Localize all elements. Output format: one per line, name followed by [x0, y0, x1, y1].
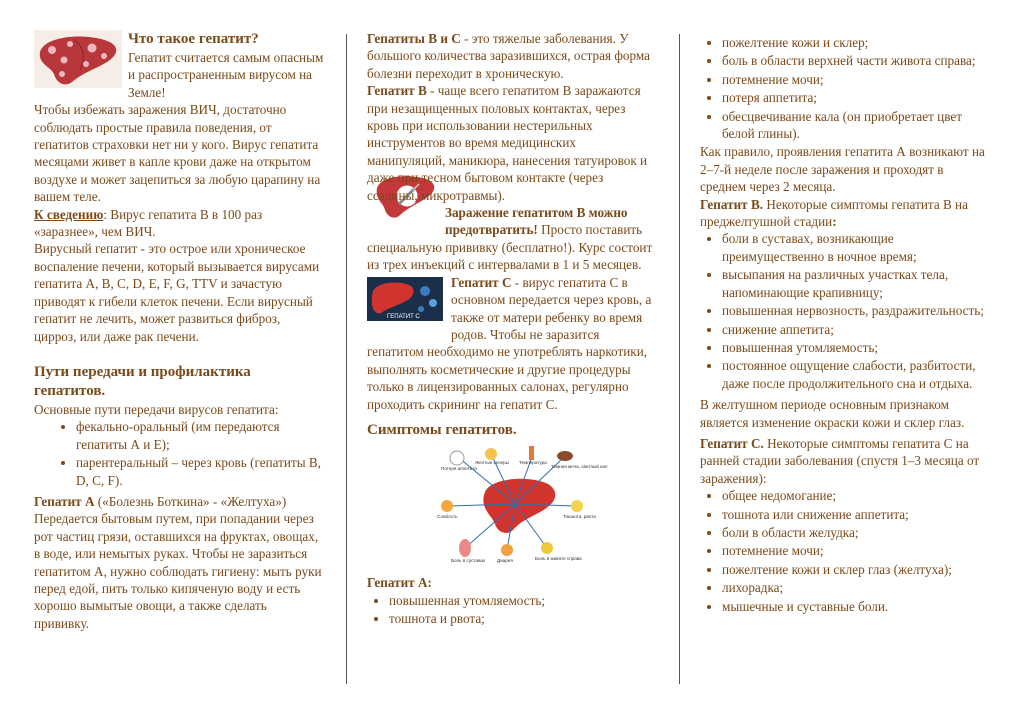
diagram-label-temp: Температура	[519, 459, 547, 465]
hepatitis-a-symptoms-title: Гепатит А:	[367, 575, 432, 591]
list-item: • высыпания на различных участках тела, напоминающие крапивницу;	[722, 266, 990, 301]
paragraph-hiv-prevention: Чтобы избежать заражения ВИЧ, достаточно соблюдать простые правила поведения, от гепатитов страховки нет ни у кого. Вирус гепатита месяцами живет в капле крови даже на открытом воздухе и может зацепиться за любую царапину на вашем теле.	[34, 102, 321, 205]
transmission-list	[34, 418, 324, 489]
hepatitis-a-timing: Как правило, проявления гепатита А возникают на 2–7-й неделе после заражения и проходят в среднем через 2 месяца.	[700, 144, 985, 195]
list-item: • снижение аппетита;	[722, 321, 990, 338]
fyi-paragraph	[34, 206, 324, 241]
section-title-what-is-hepatitis: Что такое гепатит?	[128, 31, 259, 47]
diagram-label-joints: Боль в суставах	[451, 557, 486, 563]
diagram-label-urine: Темная моча, светлый кал	[551, 463, 608, 469]
hepatitis-a-label: Гепатит А	[34, 493, 95, 509]
column-3	[700, 30, 990, 684]
hepatitis-a-text: («Болезнь Боткина» - «Желтуха») Передается бытовым путем, при попадании через рот частиц грязи, оставшихся на фруктах, овощах, в воде, или немытых руках. Чтобы не заразиться гепатитом А, нужно соблюдать гигиену: мыть руки перед едой, пить только кипяченую воду и есть хорошо вымытые овощи, а также сделать прививку.	[34, 493, 322, 631]
list-item: • потемнение мочи;	[722, 542, 990, 559]
hepatitis-c-symptoms-label: Гепатит С.	[700, 435, 764, 451]
list-item: • повышенная утомляемость;	[722, 339, 990, 356]
hepatitis-c-symptoms-intro	[700, 435, 990, 487]
hepatitis-b-paragraph	[367, 82, 657, 204]
hepatitis-bc-text: - это тяжелые заболевания. У большого количества заразившихся, острая форма болезни переходит в хроническую.	[367, 31, 650, 81]
hepatitis-b-text: - чаще всего гепатитом В заражаются при незащищенных половых контактах, через кровь при использовании нестерильных инструментов во время медицинских манипуляций, маникюра, нанесения татуировок и даже при тесном бытовом контакте (через ссадины, микротравмы).	[367, 83, 648, 203]
list-item: • пожелтение кожи и склер глаз (желтуха);	[722, 561, 990, 578]
hepatitis-b-symptoms-colon: :	[832, 214, 837, 230]
paragraph-viral-hepatitis: Вирусный гепатит - это острое или хроническое воспаление печени, который вызывается вирусами гепатита A, B, C, D, E, F, G, TTV и зачастую приводят к гибели клеток печени. Если вирусный гепатит не лечить, может развиться фиброз, цирроз, или даже рак печени.	[34, 241, 320, 344]
hepatitis-b-symptoms-intro	[700, 196, 990, 231]
hepatitis-a-symptoms-list	[367, 592, 657, 628]
hepatitis-c-symptoms-list	[700, 487, 990, 615]
list-item: • постоянное ощущение слабости, разбитости, даже после продолжительного сна и отдыха.	[722, 357, 990, 392]
liver-virus-image	[34, 30, 122, 88]
hepatitis-c-image-caption: ГЕПАТИТ С	[387, 313, 420, 320]
hepatitis-bc-paragraph	[367, 30, 657, 82]
hepatitis-bc-label: Гепатиты В и С	[367, 31, 461, 46]
list-item: • боли в области желудка;	[722, 524, 990, 541]
column-1	[34, 30, 324, 684]
list-item: • повышенная нервозность, раздражительность;	[722, 302, 990, 319]
list-item: • фекально-оральный (им передаются гепатиты А и Е);	[76, 418, 324, 453]
list-item: • потемнение мочи;	[722, 71, 990, 88]
jaundice-paragraph: В желтушном периоде основным признаком является изменение окраски кожи и склер глаз.	[700, 397, 965, 430]
hepatitis-c-text: - вирус гепатита С в основном передается через кровь, а также от матери ребенку во время родов. Чтобы не заразится гепатитом необходимо не употреблять наркотики, выполнять косметические и другие процедуры только в лицензированных салонах, регулярно проходить скрининг на гепатит С.	[367, 274, 652, 412]
column-2	[367, 30, 657, 684]
hepatitis-c-icon	[367, 277, 443, 321]
diagram-label-appetite: Потеря аппетита	[441, 465, 477, 471]
section-title-symptoms: Симптомы гепатитов.	[367, 421, 517, 438]
prevention-label: Заражение гепатитом В можно предотвратить!	[445, 205, 628, 238]
diagram-label-diarrhea: Диарея	[497, 557, 513, 563]
diagram-label-weakness: Слабость	[437, 513, 458, 519]
list-item: • пожелтение кожи и склер;	[722, 34, 990, 51]
hepatitis-c-label: Гепатит С	[451, 274, 512, 290]
list-item: • парентеральный – через кровь (гепатиты В, D, C, F).	[76, 454, 324, 489]
hepatitis-c-symptoms-text: Некоторые симптомы гепатита С на ранней стадии заболевания (спустя 1–3 месяца от заражения):	[700, 435, 980, 486]
list-item: • лихорадка;	[722, 579, 990, 596]
column-divider-1	[346, 34, 347, 684]
diagram-label-nausea: Тошнота, рвота	[563, 513, 596, 519]
symptoms-diagram-svg	[435, 444, 608, 564]
list-item: • общее недомогание;	[722, 487, 990, 504]
list-item: • тошнота и рвота;	[389, 610, 657, 627]
list-item: • обесцвечивание кала (он приобретает цвет белой глины).	[722, 108, 990, 143]
hepatitis-a-paragraph	[34, 493, 324, 632]
list-item: • боли в суставах, возникающие преимущественно в ночное время;	[722, 230, 990, 265]
intro-lead: Гепатит считается самым опасным и распространенным вирусом на Земле!	[128, 50, 324, 100]
fyi-text: : Вирус гепатита В в 100 раз «заразнее», чем ВИЧ.	[34, 206, 263, 240]
section-title-transmission: Пути передачи и профилактика гепатитов.	[34, 363, 251, 399]
diagram-label-eyes: Желтые склеры	[475, 459, 509, 465]
list-item: • потеря аппетита;	[722, 89, 990, 106]
hepatitis-b-label: Гепатит В	[367, 83, 427, 99]
column-divider-2	[679, 34, 680, 684]
prevention-text: Просто поставить специальную прививку (бесплатно!). Курс состоит из трех инъекций с интервалами в 1 и 5 месяцев.	[367, 222, 653, 273]
list-item: • боль в области верхней части живота справа;	[722, 52, 990, 69]
list-item: • мышечные и суставные боли.	[722, 598, 990, 615]
hepatitis-c-image	[367, 277, 443, 325]
liver-virus-icon	[34, 30, 122, 88]
fyi-label: К сведению	[34, 206, 104, 222]
hepatitis-b-symptoms-list	[700, 230, 990, 392]
symptoms-diagram	[367, 444, 657, 568]
diagram-label-abdomen: Боль в животе справа	[535, 555, 582, 561]
hepatitis-b-symptoms-text: Некоторые симптомы гепатита В на преджелтушной стадии	[700, 196, 968, 230]
hepatitis-a-symptoms-list-cont	[700, 34, 990, 142]
list-item: • тошнота или снижение аппетита;	[722, 506, 990, 523]
hepatitis-b-symptoms-label: Гепатит В.	[700, 196, 764, 212]
transmission-intro: Основные пути передачи вирусов гепатита:	[34, 401, 279, 417]
list-item: • повышенная утомляемость;	[389, 592, 657, 609]
